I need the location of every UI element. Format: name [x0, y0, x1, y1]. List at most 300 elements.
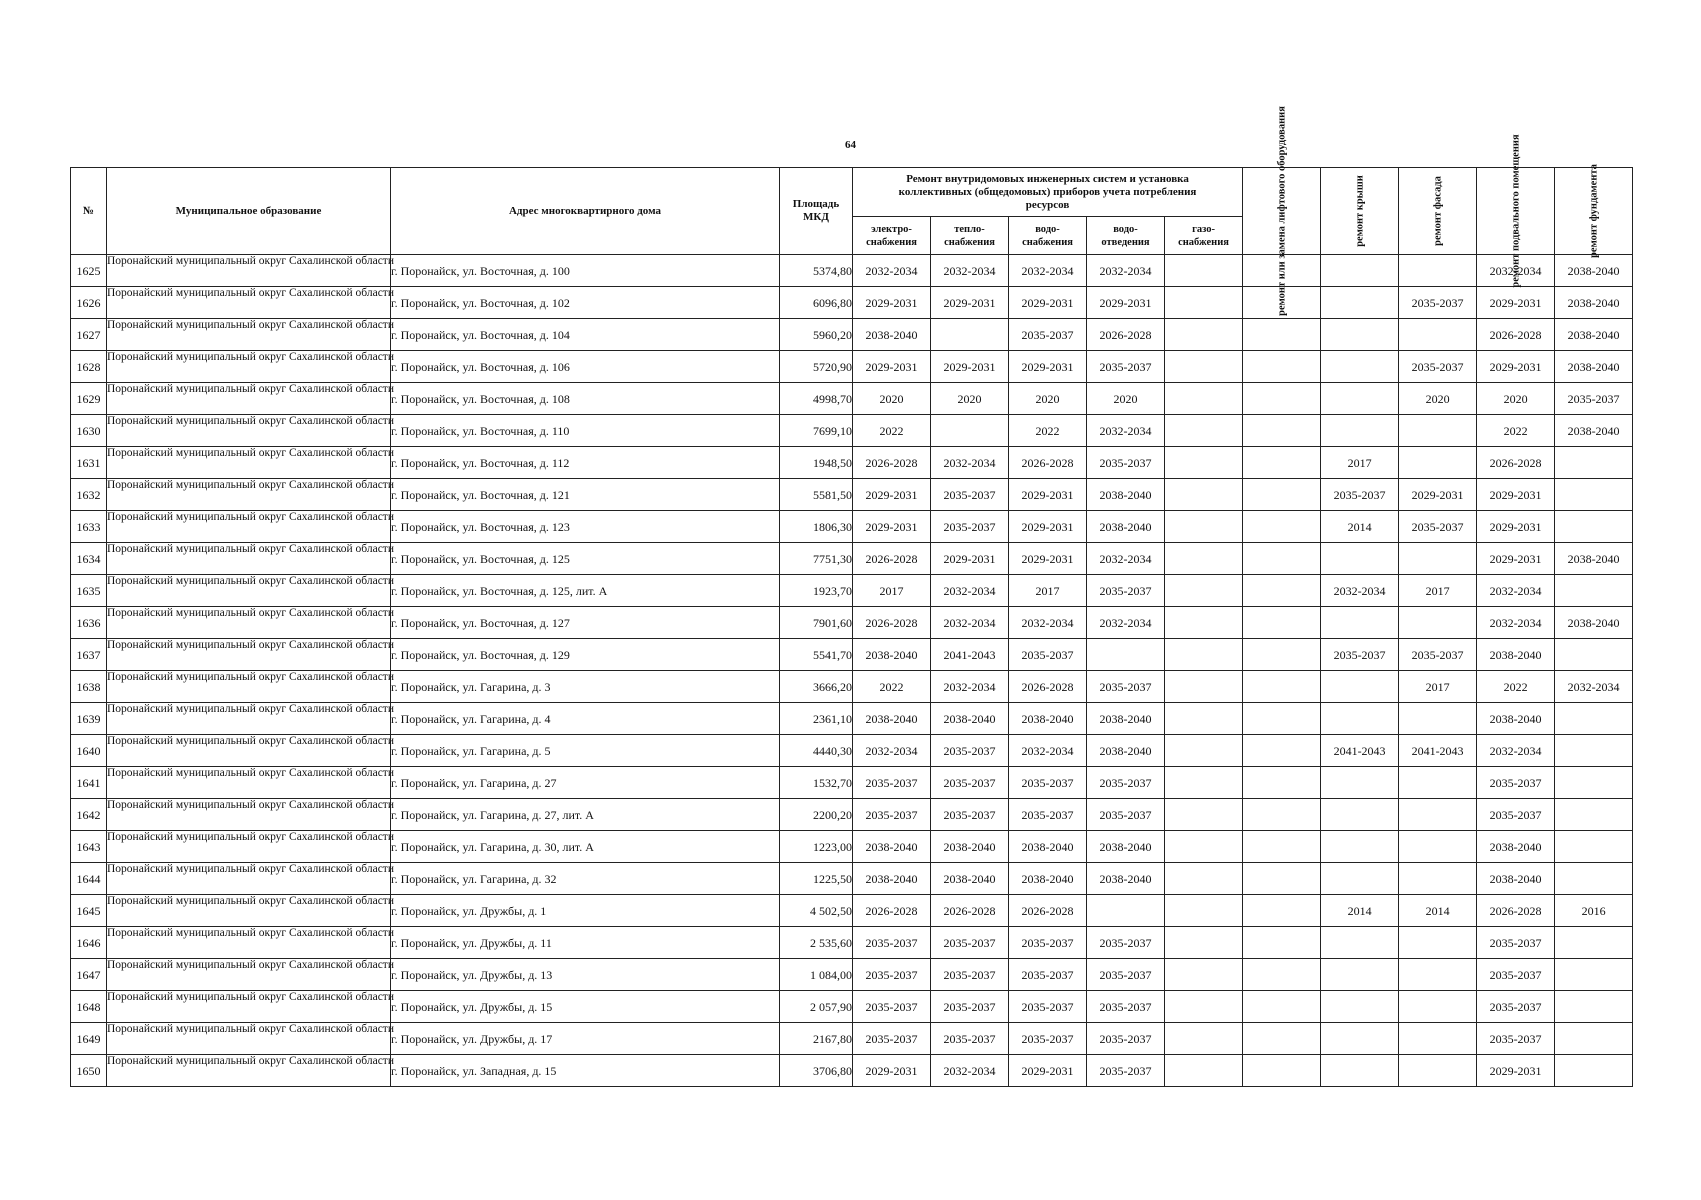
row-foundation — [1555, 831, 1633, 863]
row-municipality: Поронайский муниципальный округ Сахалинской области — [107, 479, 391, 511]
row-facade: 2014 — [1399, 895, 1477, 927]
row-municipality: Поронайский муниципальный округ Сахалинской области — [107, 415, 391, 447]
row-facade — [1399, 991, 1477, 1023]
row-number: 1628 — [71, 351, 107, 383]
row-heat: 2032-2034 — [931, 607, 1009, 639]
row-foundation — [1555, 511, 1633, 543]
row-foundation — [1555, 1055, 1633, 1087]
row-sewage: 2026-2028 — [1087, 319, 1165, 351]
table-row — [71, 735, 1633, 767]
row-roof — [1321, 799, 1399, 831]
row-facade: 2041-2043 — [1399, 735, 1477, 767]
row-foundation — [1555, 799, 1633, 831]
row-facade — [1399, 255, 1477, 287]
row-municipality: Поронайский муниципальный округ Сахалинской области — [107, 639, 391, 671]
row-facade — [1399, 415, 1477, 447]
table-row — [71, 959, 1633, 991]
row-elevator — [1243, 639, 1321, 671]
row-electricity: 2035-2037 — [853, 767, 931, 799]
row-electricity: 2020 — [853, 383, 931, 415]
row-facade: 2020 — [1399, 383, 1477, 415]
row-facade: 2017 — [1399, 671, 1477, 703]
table-row — [71, 447, 1633, 479]
row-area: 1 084,00 — [780, 959, 853, 991]
row-area: 5960,20 — [780, 319, 853, 351]
row-facade — [1399, 703, 1477, 735]
table-row — [71, 799, 1633, 831]
row-address: г. Поронайск, ул. Восточная, д. 129 — [391, 639, 780, 671]
row-basement: 2032-2034 — [1477, 255, 1555, 287]
row-electricity: 2035-2037 — [853, 1023, 931, 1055]
row-sewage: 2038-2040 — [1087, 735, 1165, 767]
row-basement: 2026-2028 — [1477, 319, 1555, 351]
header-facade — [1399, 168, 1477, 255]
table-row — [71, 607, 1633, 639]
row-electricity: 2017 — [853, 575, 931, 607]
row-electricity: 2029-2031 — [853, 351, 931, 383]
table-row — [71, 639, 1633, 671]
row-number: 1629 — [71, 383, 107, 415]
row-elevator — [1243, 671, 1321, 703]
header-heat: тепло- снабжения — [931, 217, 1009, 255]
row-roof: 2014 — [1321, 511, 1399, 543]
row-facade — [1399, 1055, 1477, 1087]
row-roof — [1321, 255, 1399, 287]
row-sewage: 2032-2034 — [1087, 255, 1165, 287]
row-area: 4 502,50 — [780, 895, 853, 927]
row-elevator — [1243, 799, 1321, 831]
row-address: г. Поронайск, ул. Дружбы, д. 11 — [391, 927, 780, 959]
row-electricity: 2029-2031 — [853, 1055, 931, 1087]
row-address: г. Поронайск, ул. Восточная, д. 106 — [391, 351, 780, 383]
row-area: 2200,20 — [780, 799, 853, 831]
row-elevator — [1243, 703, 1321, 735]
row-address: г. Поронайск, ул. Восточная, д. 123 — [391, 511, 780, 543]
row-roof — [1321, 383, 1399, 415]
row-water: 2032-2034 — [1009, 735, 1087, 767]
row-number: 1640 — [71, 735, 107, 767]
row-roof — [1321, 415, 1399, 447]
row-water: 2035-2037 — [1009, 799, 1087, 831]
row-water: 2032-2034 — [1009, 255, 1087, 287]
row-facade — [1399, 927, 1477, 959]
row-heat: 2038-2040 — [931, 863, 1009, 895]
row-facade — [1399, 959, 1477, 991]
row-sewage: 2035-2037 — [1087, 991, 1165, 1023]
row-gas — [1165, 319, 1243, 351]
row-number: 1636 — [71, 607, 107, 639]
row-address: г. Поронайск, ул. Гагарина, д. 27, лит. А — [391, 799, 780, 831]
row-area: 1223,00 — [780, 831, 853, 863]
row-area: 4440,30 — [780, 735, 853, 767]
row-number: 1625 — [71, 255, 107, 287]
row-address: г. Поронайск, ул. Гагарина, д. 5 — [391, 735, 780, 767]
row-municipality: Поронайский муниципальный округ Сахалинской области — [107, 799, 391, 831]
row-municipality: Поронайский муниципальный округ Сахалинской области — [107, 703, 391, 735]
row-electricity: 2029-2031 — [853, 287, 931, 319]
row-heat: 2035-2037 — [931, 959, 1009, 991]
row-basement: 2029-2031 — [1477, 511, 1555, 543]
row-municipality: Поронайский муниципальный округ Сахалинской области — [107, 1023, 391, 1055]
header-elevator — [1243, 106, 1321, 316]
row-basement: 2029-2031 — [1477, 479, 1555, 511]
row-water: 2029-2031 — [1009, 287, 1087, 319]
row-elevator — [1243, 319, 1321, 351]
row-address: г. Поронайск, ул. Гагарина, д. 32 — [391, 863, 780, 895]
row-electricity: 2026-2028 — [853, 895, 931, 927]
row-roof — [1321, 1023, 1399, 1055]
row-sewage — [1087, 639, 1165, 671]
row-water: 2035-2037 — [1009, 991, 1087, 1023]
row-area: 1923,70 — [780, 575, 853, 607]
row-roof — [1321, 287, 1399, 319]
row-water: 2026-2028 — [1009, 447, 1087, 479]
row-elevator — [1243, 479, 1321, 511]
header-sewage: водо- отведения — [1087, 217, 1165, 255]
row-elevator — [1243, 351, 1321, 383]
row-gas — [1165, 511, 1243, 543]
row-water: 2029-2031 — [1009, 511, 1087, 543]
row-number: 1635 — [71, 575, 107, 607]
row-sewage: 2032-2034 — [1087, 607, 1165, 639]
header-num: № — [71, 168, 107, 255]
row-electricity: 2029-2031 — [853, 479, 931, 511]
row-heat: 2041-2043 — [931, 639, 1009, 671]
row-elevator — [1243, 895, 1321, 927]
row-sewage: 2020 — [1087, 383, 1165, 415]
row-foundation — [1555, 1023, 1633, 1055]
row-roof — [1321, 543, 1399, 575]
row-water: 2035-2037 — [1009, 767, 1087, 799]
row-electricity: 2038-2040 — [853, 863, 931, 895]
row-gas — [1165, 703, 1243, 735]
row-area: 2 057,90 — [780, 991, 853, 1023]
row-gas — [1165, 607, 1243, 639]
row-address: г. Поронайск, ул. Восточная, д. 104 — [391, 319, 780, 351]
row-municipality: Поронайский муниципальный округ Сахалинской области — [107, 255, 391, 287]
row-water: 2029-2031 — [1009, 543, 1087, 575]
row-roof: 2035-2037 — [1321, 479, 1399, 511]
row-electricity: 2035-2037 — [853, 959, 931, 991]
table-row — [71, 479, 1633, 511]
row-elevator — [1243, 735, 1321, 767]
row-heat: 2035-2037 — [931, 511, 1009, 543]
row-electricity: 2038-2040 — [853, 703, 931, 735]
row-gas — [1165, 927, 1243, 959]
row-municipality: Поронайский муниципальный округ Сахалинской области — [107, 927, 391, 959]
row-water: 2017 — [1009, 575, 1087, 607]
row-address: г. Поронайск, ул. Гагарина, д. 27 — [391, 767, 780, 799]
row-facade: 2035-2037 — [1399, 511, 1477, 543]
row-gas — [1165, 895, 1243, 927]
row-municipality: Поронайский муниципальный округ Сахалинской области — [107, 543, 391, 575]
row-foundation — [1555, 447, 1633, 479]
row-municipality: Поронайский муниципальный округ Сахалинской области — [107, 735, 391, 767]
row-facade: 2035-2037 — [1399, 287, 1477, 319]
row-facade — [1399, 767, 1477, 799]
row-water: 2029-2031 — [1009, 351, 1087, 383]
row-basement: 2035-2037 — [1477, 1023, 1555, 1055]
row-gas — [1165, 863, 1243, 895]
row-gas — [1165, 671, 1243, 703]
row-municipality: Поронайский муниципальный округ Сахалинской области — [107, 351, 391, 383]
row-electricity: 2032-2034 — [853, 255, 931, 287]
header-gas: газо- снабжения — [1165, 217, 1243, 255]
row-sewage: 2038-2040 — [1087, 863, 1165, 895]
row-elevator — [1243, 543, 1321, 575]
repair-schedule-table — [70, 106, 1633, 1087]
row-elevator — [1243, 447, 1321, 479]
row-electricity: 2029-2031 — [853, 511, 931, 543]
row-number: 1632 — [71, 479, 107, 511]
row-area: 2361,10 — [780, 703, 853, 735]
row-elevator — [1243, 575, 1321, 607]
row-foundation — [1555, 703, 1633, 735]
row-sewage: 2035-2037 — [1087, 351, 1165, 383]
row-roof — [1321, 319, 1399, 351]
row-gas — [1165, 639, 1243, 671]
row-facade: 2035-2037 — [1399, 639, 1477, 671]
table-row — [71, 1055, 1633, 1087]
row-area: 5581,50 — [780, 479, 853, 511]
row-heat: 2026-2028 — [931, 895, 1009, 927]
row-roof: 2041-2043 — [1321, 735, 1399, 767]
row-heat: 2032-2034 — [931, 1055, 1009, 1087]
table-row — [71, 319, 1633, 351]
row-number: 1639 — [71, 703, 107, 735]
row-sewage — [1087, 895, 1165, 927]
row-basement: 2038-2040 — [1477, 831, 1555, 863]
row-water: 2020 — [1009, 383, 1087, 415]
table-row — [71, 863, 1633, 895]
row-heat: 2035-2037 — [931, 991, 1009, 1023]
row-number: 1645 — [71, 895, 107, 927]
row-area: 1806,30 — [780, 511, 853, 543]
row-foundation — [1555, 767, 1633, 799]
row-gas — [1165, 351, 1243, 383]
header-elevator-label: ремонт или замена лифтового оборудования — [1276, 106, 1288, 316]
row-heat: 2032-2034 — [931, 447, 1009, 479]
row-area: 4998,70 — [780, 383, 853, 415]
row-roof: 2032-2034 — [1321, 575, 1399, 607]
table-row — [71, 895, 1633, 927]
row-municipality: Поронайский муниципальный округ Сахалинской области — [107, 831, 391, 863]
row-address: г. Поронайск, ул. Дружбы, д. 1 — [391, 895, 780, 927]
table-row — [71, 1023, 1633, 1055]
row-municipality: Поронайский муниципальный округ Сахалинской области — [107, 991, 391, 1023]
row-elevator — [1243, 991, 1321, 1023]
row-electricity: 2026-2028 — [853, 543, 931, 575]
row-gas — [1165, 1023, 1243, 1055]
row-municipality: Поронайский муниципальный округ Сахалинской области — [107, 319, 391, 351]
table-row — [71, 255, 1633, 287]
row-foundation — [1555, 575, 1633, 607]
row-gas — [1165, 991, 1243, 1023]
row-area: 1225,50 — [780, 863, 853, 895]
row-sewage: 2035-2037 — [1087, 959, 1165, 991]
row-gas — [1165, 543, 1243, 575]
row-water: 2026-2028 — [1009, 895, 1087, 927]
row-area: 6096,80 — [780, 287, 853, 319]
row-area: 5720,90 — [780, 351, 853, 383]
row-number: 1626 — [71, 287, 107, 319]
row-gas — [1165, 447, 1243, 479]
row-area: 2167,80 — [780, 1023, 853, 1055]
row-electricity: 2038-2040 — [853, 319, 931, 351]
row-foundation — [1555, 639, 1633, 671]
row-roof: 2014 — [1321, 895, 1399, 927]
table-row — [71, 991, 1633, 1023]
row-elevator — [1243, 959, 1321, 991]
row-gas — [1165, 735, 1243, 767]
row-heat: 2032-2034 — [931, 671, 1009, 703]
row-basement: 2032-2034 — [1477, 735, 1555, 767]
row-elevator — [1243, 383, 1321, 415]
row-heat: 2035-2037 — [931, 479, 1009, 511]
row-sewage: 2035-2037 — [1087, 927, 1165, 959]
row-address: г. Поронайск, ул. Восточная, д. 125, лит. А — [391, 575, 780, 607]
row-foundation — [1555, 927, 1633, 959]
row-sewage: 2035-2037 — [1087, 799, 1165, 831]
row-roof — [1321, 767, 1399, 799]
row-roof — [1321, 863, 1399, 895]
row-facade — [1399, 1023, 1477, 1055]
row-foundation: 2038-2040 — [1555, 255, 1633, 287]
row-facade: 2017 — [1399, 575, 1477, 607]
row-elevator — [1243, 511, 1321, 543]
row-address: г. Поронайск, ул. Гагарина, д. 3 — [391, 671, 780, 703]
row-gas — [1165, 479, 1243, 511]
row-number: 1627 — [71, 319, 107, 351]
header-foundation — [1555, 164, 1633, 258]
row-basement: 2022 — [1477, 671, 1555, 703]
row-electricity: 2038-2040 — [853, 831, 931, 863]
row-number: 1638 — [71, 671, 107, 703]
row-roof — [1321, 959, 1399, 991]
row-heat: 2020 — [931, 383, 1009, 415]
row-facade — [1399, 831, 1477, 863]
row-elevator — [1243, 767, 1321, 799]
row-address: г. Поронайск, ул. Гагарина, д. 30, лит. А — [391, 831, 780, 863]
row-basement: 2038-2040 — [1477, 639, 1555, 671]
row-municipality: Поронайский муниципальный округ Сахалинской области — [107, 287, 391, 319]
row-sewage: 2035-2037 — [1087, 575, 1165, 607]
row-basement: 2026-2028 — [1477, 895, 1555, 927]
row-foundation: 2038-2040 — [1555, 319, 1633, 351]
row-elevator — [1243, 927, 1321, 959]
row-basement: 2029-2031 — [1477, 351, 1555, 383]
row-sewage: 2038-2040 — [1087, 703, 1165, 735]
row-municipality: Поронайский муниципальный округ Сахалинской области — [107, 959, 391, 991]
row-number: 1630 — [71, 415, 107, 447]
row-municipality: Поронайский муниципальный округ Сахалинской области — [107, 607, 391, 639]
row-gas — [1165, 959, 1243, 991]
header-roof — [1321, 168, 1399, 255]
header-electricity: электро- снабжения — [853, 217, 931, 255]
header-foundation-label: ремонт фундамента — [1588, 164, 1600, 258]
row-municipality: Поронайский муниципальный округ Сахалинской области — [107, 447, 391, 479]
row-municipality: Поронайский муниципальный округ Сахалинской области — [107, 895, 391, 927]
row-gas — [1165, 831, 1243, 863]
row-area: 5541,70 — [780, 639, 853, 671]
row-foundation: 2038-2040 — [1555, 607, 1633, 639]
row-number: 1644 — [71, 863, 107, 895]
table-row — [71, 287, 1633, 319]
row-water: 2035-2037 — [1009, 927, 1087, 959]
row-number: 1646 — [71, 927, 107, 959]
row-electricity: 2022 — [853, 415, 931, 447]
row-heat: 2038-2040 — [931, 703, 1009, 735]
row-gas — [1165, 1055, 1243, 1087]
table-row — [71, 543, 1633, 575]
row-address: г. Поронайск, ул. Восточная, д. 121 — [391, 479, 780, 511]
table-row — [71, 703, 1633, 735]
row-foundation: 2038-2040 — [1555, 415, 1633, 447]
row-municipality: Поронайский муниципальный округ Сахалинской области — [107, 383, 391, 415]
row-address: г. Поронайск, ул. Западная, д. 15 — [391, 1055, 780, 1087]
row-address: г. Поронайск, ул. Дружбы, д. 17 — [391, 1023, 780, 1055]
row-heat: 2038-2040 — [931, 831, 1009, 863]
row-basement: 2035-2037 — [1477, 991, 1555, 1023]
row-foundation: 2032-2034 — [1555, 671, 1633, 703]
row-elevator — [1243, 607, 1321, 639]
row-sewage: 2035-2037 — [1087, 671, 1165, 703]
row-water: 2026-2028 — [1009, 671, 1087, 703]
row-elevator — [1243, 831, 1321, 863]
header-facade-label: ремонт фасада — [1432, 176, 1444, 246]
header-area: Площадь МКД — [780, 168, 853, 255]
row-elevator — [1243, 863, 1321, 895]
row-gas — [1165, 415, 1243, 447]
row-roof — [1321, 1055, 1399, 1087]
row-heat: 2035-2037 — [931, 1023, 1009, 1055]
header-basement-label: ремонт подвального помещения — [1510, 134, 1522, 288]
row-area: 3706,80 — [780, 1055, 853, 1087]
row-elevator — [1243, 415, 1321, 447]
row-heat — [931, 319, 1009, 351]
row-foundation — [1555, 863, 1633, 895]
table-row — [71, 415, 1633, 447]
table-row — [71, 511, 1633, 543]
row-address: г. Поронайск, ул. Восточная, д. 110 — [391, 415, 780, 447]
row-number: 1641 — [71, 767, 107, 799]
row-foundation: 2038-2040 — [1555, 543, 1633, 575]
row-area: 3666,20 — [780, 671, 853, 703]
row-number: 1647 — [71, 959, 107, 991]
row-municipality: Поронайский муниципальный округ Сахалинской области — [107, 511, 391, 543]
row-water: 2035-2037 — [1009, 1023, 1087, 1055]
row-gas — [1165, 799, 1243, 831]
row-basement: 2029-2031 — [1477, 287, 1555, 319]
row-roof — [1321, 831, 1399, 863]
row-number: 1648 — [71, 991, 107, 1023]
row-heat: 2035-2037 — [931, 927, 1009, 959]
row-facade — [1399, 319, 1477, 351]
row-facade — [1399, 543, 1477, 575]
row-sewage: 2035-2037 — [1087, 1055, 1165, 1087]
row-area: 1532,70 — [780, 767, 853, 799]
row-electricity: 2038-2040 — [853, 639, 931, 671]
row-basement: 2020 — [1477, 383, 1555, 415]
row-basement: 2038-2040 — [1477, 863, 1555, 895]
row-address: г. Поронайск, ул. Восточная, д. 112 — [391, 447, 780, 479]
row-roof — [1321, 927, 1399, 959]
row-water: 2035-2037 — [1009, 959, 1087, 991]
row-area: 7751,30 — [780, 543, 853, 575]
row-sewage: 2035-2037 — [1087, 1023, 1165, 1055]
row-roof — [1321, 607, 1399, 639]
row-electricity: 2032-2034 — [853, 735, 931, 767]
